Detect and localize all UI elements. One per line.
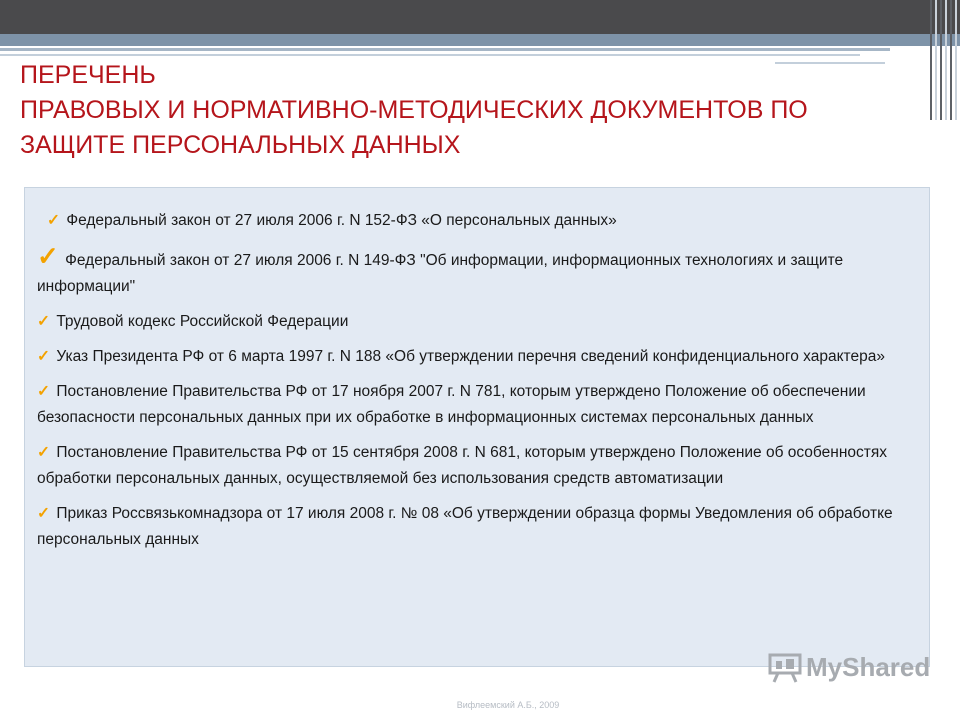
- list-item: [37, 440, 917, 492]
- list-item: [37, 208, 917, 234]
- list-item: [37, 309, 917, 335]
- documents-list: [37, 208, 917, 562]
- list-item: [37, 379, 917, 431]
- decor-line: [0, 54, 860, 56]
- title-line-3: ЗАЩИТЕ ПЕРСОНАЛЬНЫХ ДАННЫХ: [20, 131, 461, 159]
- watermark-text: MyShared: [806, 652, 931, 682]
- checkmark-icon: ✓: [37, 313, 50, 330]
- top-steel-band: [0, 34, 960, 46]
- checkmark-icon: ✓: [37, 505, 50, 522]
- list-item: [37, 344, 917, 370]
- title-line-1: ПЕРЕЧЕНЬ: [20, 61, 156, 89]
- checkmark-icon: ✓: [37, 444, 50, 461]
- item-text: Приказ Россвязькомнадзора от 17 июля 2008 г. № 08 «Об утверждении образца формы Уведомления об обработке персональных данных: [37, 505, 893, 548]
- item-text: Постановление Правительства РФ от 17 ноября 2007 г. N 781, которым утверждено Положение об обеспечении безопасности персональных данных при их обработке в информационных системах персональных данных: [37, 383, 866, 426]
- watermark-logo: [768, 652, 930, 683]
- checkmark-icon: ✓: [37, 348, 50, 365]
- item-text: Федеральный закон от 27 июля 2006 г. N 149-ФЗ "Об информации, информационных технологиях и защите информации": [37, 252, 844, 295]
- item-text: Трудовой кодекс Российской Федерации: [56, 313, 349, 330]
- checkmark-icon: ✓: [37, 383, 50, 400]
- footer-author: Вифлеемский А.Б., 2009: [456, 700, 560, 710]
- decor-line: [0, 48, 890, 51]
- list-item: [37, 501, 917, 553]
- top-dark-band: [0, 0, 960, 34]
- presentation-board-icon: [768, 653, 802, 683]
- title-line-2: ПРАВОВЫХ И НОРМАТИВНО-МЕТОДИЧЕСКИХ ДОКУМЕНТОВ ПО: [20, 96, 808, 124]
- slide-title: [20, 58, 950, 163]
- documents-panel: [24, 187, 930, 667]
- checkmark-icon: ✓: [37, 241, 59, 271]
- item-text: Указ Президента РФ от 6 марта 1997 г. N 188 «Об утверждении перечня сведений конфиденциального характера»: [56, 348, 885, 365]
- checkmark-icon: ✓: [47, 212, 60, 229]
- item-text: Федеральный закон от 27 июля 2006 г. N 152-ФЗ «О персональных данных»: [66, 212, 617, 229]
- item-text: Постановление Правительства РФ от 15 сентября 2008 г. N 681, которым утверждено Положение об особенностях обработки персональных данных, осуществляемой без использования средств автоматизации: [37, 444, 887, 487]
- list-item: [37, 243, 917, 300]
